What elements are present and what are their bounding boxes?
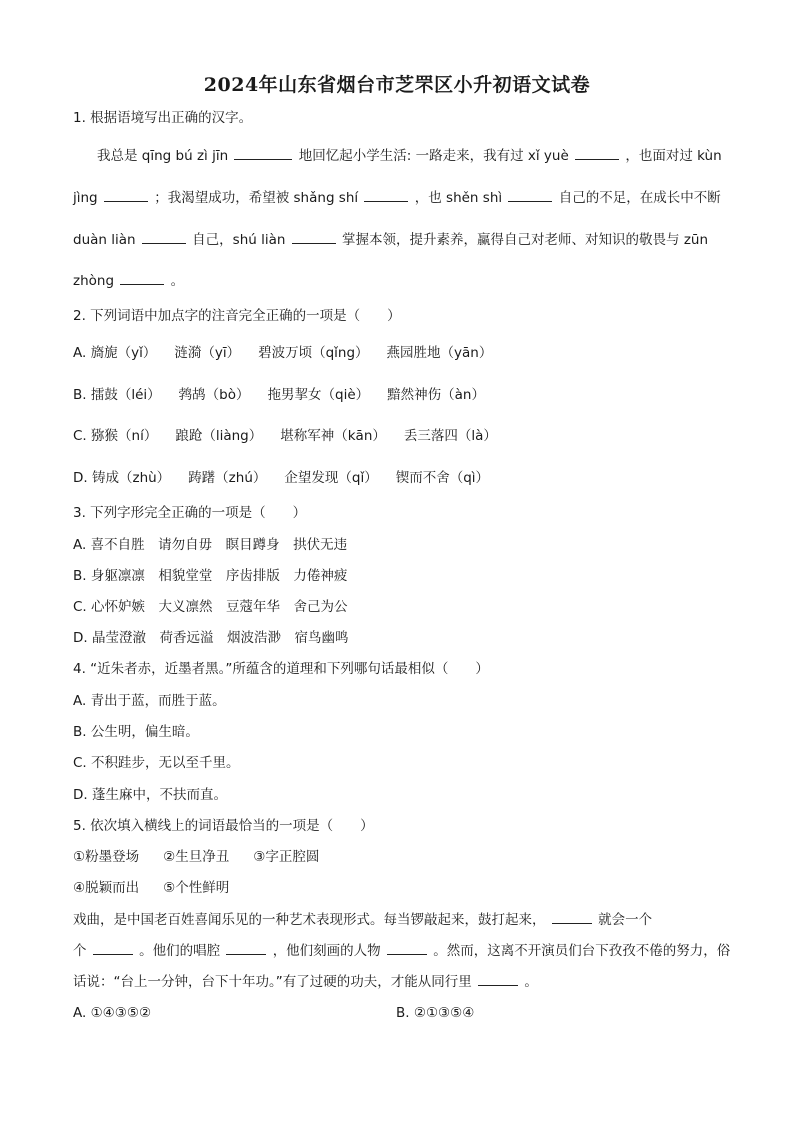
q5-items-row-1 xyxy=(73,847,319,867)
q5-text: ，他们刻画的人物 xyxy=(272,943,381,959)
option-term: D. 铸成（zhù） xyxy=(73,470,171,486)
q1-text: ；我渴望成功，希望被 shǎng shí xyxy=(154,190,359,206)
q5-item: ①粉墨登场 xyxy=(73,849,140,865)
answer-blank[interactable] xyxy=(142,229,186,244)
option-term: 碧波万顷（qǐng） xyxy=(258,345,369,361)
q1-line-1 xyxy=(73,145,722,166)
answer-blank[interactable] xyxy=(478,971,518,986)
option-term: C. 猕猴（ní） xyxy=(73,428,158,444)
option-term: 燕园胜地（yān） xyxy=(386,345,493,361)
q1-text: 我总是 qīng bú zì jīn xyxy=(97,148,229,164)
option-term: 丢三落四（là） xyxy=(403,428,497,444)
answer-blank[interactable] xyxy=(552,909,592,924)
q3-option-b[interactable]: B. 身躯凛凛 相貌堂堂 序齿排版 力倦神疲 xyxy=(73,568,348,584)
option-term: 拖男挈女（qiè） xyxy=(267,387,370,403)
q4-stem: 4. “近朱者赤，近墨者黑。”所蕴含的道理和下列哪句话最相似（ ） xyxy=(73,661,489,677)
q1-line-2 xyxy=(73,187,721,208)
option-term: 黯然神伤（àn） xyxy=(387,387,485,403)
q5-items-row-2 xyxy=(73,878,229,898)
q5-text: 就会一个 xyxy=(598,912,653,928)
q2-option-c[interactable] xyxy=(73,426,497,446)
q1-text: 自己的不足，在成长中不断 xyxy=(558,190,721,206)
q1-text: 掌握本领，提升素养，赢得自己对老师、对知识的敬畏与 zūn xyxy=(342,232,709,248)
option-term: 踌躇（zhú） xyxy=(188,470,267,486)
q1-text: 。 xyxy=(170,273,185,289)
q1-text: ，也 shěn shì xyxy=(414,190,503,206)
q5-stem: 5. 依次填入横线上的词语最恰当的一项是（ ） xyxy=(73,818,374,834)
option-term: 涟漪（yī） xyxy=(174,345,241,361)
q5-item: ⑤个性鲜明 xyxy=(163,880,230,896)
q5-text: 话说：“台上一分钟，台下十年功。”有了过硬的功夫，才能从同行里 xyxy=(73,974,472,990)
q4-option-a[interactable]: A. 青出于蓝，而胜于蓝。 xyxy=(73,693,226,709)
q5-text: 。 xyxy=(524,974,538,990)
q5-text: 。然而，这离不开演员们台下孜孜不倦的努力，俗 xyxy=(433,943,731,959)
q2-option-b[interactable] xyxy=(73,385,485,405)
answer-blank[interactable] xyxy=(292,229,336,244)
q5-text: 戏曲，是中国老百姓喜闻乐见的一种艺术表现形式。每当锣敲起来，鼓打起来， xyxy=(73,912,546,928)
q5-passage-line-3 xyxy=(73,971,538,992)
q2-option-d[interactable] xyxy=(73,468,489,488)
q5-option-a[interactable]: A. ①④③⑤② xyxy=(73,1005,152,1021)
q3-option-d[interactable]: D. 晶莹澄澈 荷香远溢 烟波浩渺 宿鸟幽鸣 xyxy=(73,630,349,646)
answer-blank[interactable] xyxy=(575,145,619,160)
q1-text: duàn liàn xyxy=(73,232,136,248)
q3-option-a[interactable]: A. 喜不自胜 请勿自毋 瞑目蹲身 拱伏无违 xyxy=(73,537,348,553)
q5-text: 个 xyxy=(73,943,87,959)
q5-passage-line-2 xyxy=(73,940,730,961)
option-term: 鹁鸪（bò） xyxy=(178,387,250,403)
q4-option-c[interactable]: C. 不积跬步，无以至千里。 xyxy=(73,755,240,771)
q1-line-4 xyxy=(73,270,184,291)
answer-blank[interactable] xyxy=(387,940,427,955)
q4-option-d[interactable]: D. 蓬生麻中，不扶而直。 xyxy=(73,787,227,803)
option-term: 堪称军神（kān） xyxy=(280,428,386,444)
answer-blank[interactable] xyxy=(104,187,148,202)
answer-blank[interactable] xyxy=(226,940,266,955)
q1-text: 地回忆起小学生活: 一路走来，我有过 xǐ yuè xyxy=(298,148,569,164)
q5-option-b[interactable]: B. ②①③⑤④ xyxy=(396,1005,475,1021)
answer-blank[interactable] xyxy=(120,270,164,285)
q1-stem: 1. 根据语境写出正确的汉字。 xyxy=(73,110,253,126)
answer-blank[interactable] xyxy=(93,940,133,955)
q5-item: ②生旦净丑 xyxy=(163,849,230,865)
q3-option-c[interactable]: C. 心怀妒嫉 大义凛然 豆蔻年华 舍己为公 xyxy=(73,599,348,615)
option-term: A. 旖旎（yǐ） xyxy=(73,345,157,361)
q1-text: zhòng xyxy=(73,273,115,289)
option-term: 锲而不舍（qì） xyxy=(395,470,490,486)
answer-blank[interactable] xyxy=(364,187,408,202)
q5-passage-line-1 xyxy=(73,909,652,930)
q5-item: ③字正腔圆 xyxy=(253,849,320,865)
option-term: B. 擂鼓（léi） xyxy=(73,387,161,403)
q1-text: ，也面对过 kùn xyxy=(625,148,722,164)
option-term: 踉跄（liàng） xyxy=(175,428,263,444)
q2-option-a[interactable] xyxy=(73,343,492,363)
q5-text: 。他们的唱腔 xyxy=(139,943,221,959)
q1-line-3 xyxy=(73,229,708,250)
answer-blank[interactable] xyxy=(234,145,292,160)
q3-stem: 3. 下列字形完全正确的一项是（ ） xyxy=(73,505,307,521)
q5-item: ④脱颖而出 xyxy=(73,880,140,896)
q2-stem: 2. 下列词语中加点字的注音完全正确的一项是（ ） xyxy=(73,308,401,324)
q4-option-b[interactable]: B. 公生明，偏生暗。 xyxy=(73,724,199,740)
answer-blank[interactable] xyxy=(508,187,552,202)
q1-text: jìng xyxy=(73,190,98,206)
q1-text: 自己，shú liàn xyxy=(192,232,286,248)
page-title: 2024年山东省烟台市芝罘区小升初语文试卷 xyxy=(203,74,591,96)
option-term: 企望发现（qǐ） xyxy=(284,470,378,486)
